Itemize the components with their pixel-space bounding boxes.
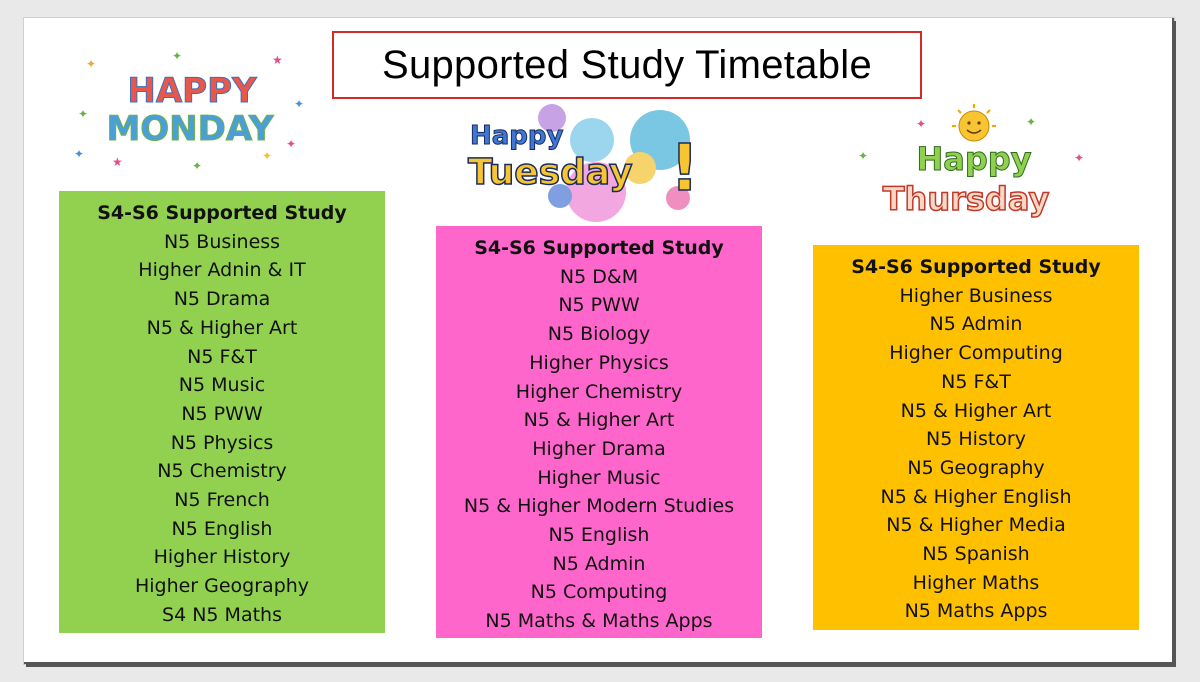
svg-text:✦: ✦ (286, 137, 297, 151)
svg-text:✦: ✦ (916, 117, 927, 131)
list-item: Higher Chemistry (515, 380, 683, 403)
list-item: N5 Music (178, 374, 266, 397)
list-item: N5 English (548, 524, 650, 547)
happy-tuesday-logo (464, 100, 714, 222)
list-item: N5 Maths Apps (904, 600, 1048, 623)
list-item: Higher Adnin & IT (138, 259, 306, 282)
list-item: N5 Geography (907, 456, 1045, 479)
svg-text:✦: ✦ (192, 159, 203, 173)
svg-text:✦: ✦ (1074, 151, 1085, 165)
list-item: N5 D&M (559, 265, 639, 288)
list-item: N5 Maths & Maths Apps (485, 610, 713, 633)
logo-tuesday-line1: Happy (470, 121, 564, 151)
svg-text:★: ★ (112, 155, 123, 169)
list-item: N5 F&T (941, 370, 1011, 393)
svg-text:✦: ✦ (74, 147, 85, 161)
svg-text:✦: ✦ (858, 149, 869, 163)
list-item: N5 & Higher Modern Studies (463, 495, 735, 518)
list-item: Higher Maths (912, 571, 1040, 594)
list-item: Higher Music (537, 466, 661, 489)
list-heading: S4-S6 Supported Study (474, 237, 724, 259)
svg-text:★: ★ (272, 53, 283, 67)
svg-text:✦: ✦ (262, 149, 273, 163)
svg-text:✦: ✦ (86, 57, 97, 71)
sun-icon (952, 104, 996, 141)
title-box (332, 31, 922, 99)
svg-text:✦: ✦ (172, 49, 183, 63)
list-item: N5 Chemistry (157, 460, 287, 483)
list-item: N5 PWW (181, 402, 263, 425)
list-item: N5 English (171, 517, 273, 540)
happy-thursday-logo (834, 104, 1104, 224)
list-item: N5 & Higher Media (886, 514, 1066, 537)
list-item: S4 N5 Maths (162, 603, 282, 626)
thursday-study-list (813, 245, 1139, 630)
list-item: N5 PWW (558, 294, 640, 317)
list-item: N5 History (926, 428, 1026, 451)
list-item: N5 Admin (929, 313, 1023, 336)
list-item: Higher Business (899, 284, 1053, 307)
logo-monday-line2: MONDAY (106, 109, 274, 149)
list-item: N5 Spanish (922, 543, 1030, 566)
list-item: N5 Admin (552, 552, 646, 575)
list-item: Higher Drama (532, 437, 666, 460)
svg-text:✦: ✦ (78, 107, 89, 121)
list-item: Higher Physics (529, 351, 669, 374)
logo-tuesday-mark: ! (670, 132, 700, 206)
svg-text:✦: ✦ (294, 97, 305, 111)
list-item: N5 & Higher Art (523, 409, 675, 432)
monday-study-list (59, 191, 385, 633)
list-item: N5 French (174, 489, 270, 512)
svg-text:✦: ✦ (1026, 115, 1037, 129)
list-item: N5 & Higher Art (146, 316, 298, 339)
logo-monday-line1: HAPPY (127, 71, 257, 111)
list-item: N5 Computing (530, 581, 668, 604)
list-item: N5 & Higher Art (900, 399, 1052, 422)
logo-thursday-line1: Happy (916, 140, 1032, 178)
list-item: N5 Biology (547, 323, 651, 346)
logo-thursday-line2: Thursday (882, 180, 1050, 218)
page-title: Supported Study Timetable (381, 42, 873, 87)
list-heading: S4-S6 Supported Study (97, 202, 347, 224)
list-item: N5 Business (163, 230, 281, 253)
list-item: Higher History (153, 546, 291, 569)
list-item: N5 & Higher English (880, 485, 1072, 508)
list-item: Higher Computing (889, 342, 1063, 365)
tuesday-study-list (436, 226, 762, 638)
logo-tuesday-line2: Tuesday (468, 152, 633, 193)
happy-monday-logo (72, 48, 312, 173)
list-heading: S4-S6 Supported Study (851, 256, 1101, 278)
list-item: N5 Drama (173, 288, 271, 311)
list-item: N5 Physics (170, 431, 274, 454)
list-item: Higher Geography (134, 575, 310, 598)
list-item: N5 F&T (187, 345, 257, 368)
